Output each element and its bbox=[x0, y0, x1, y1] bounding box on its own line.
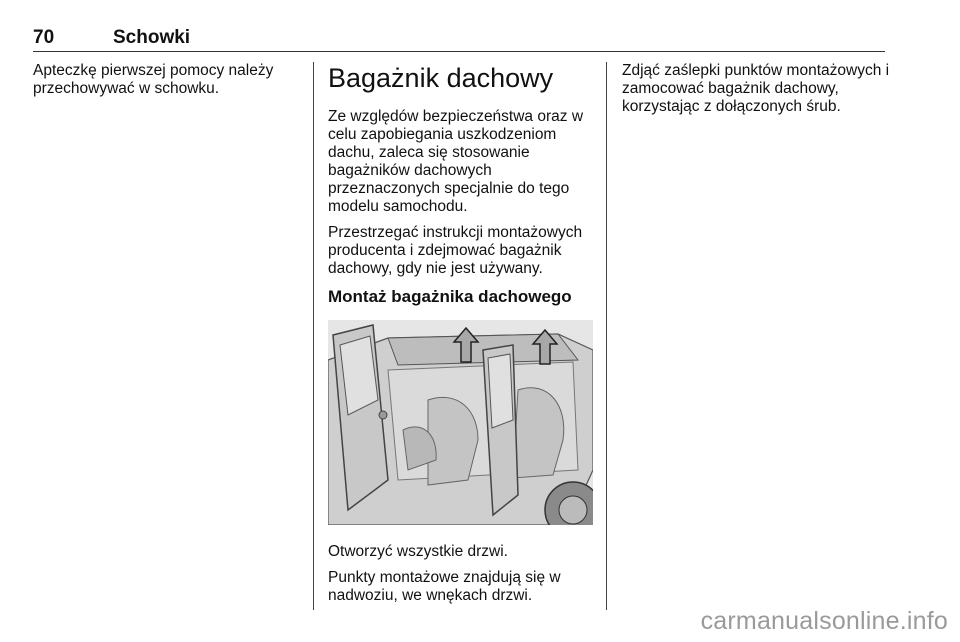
page-number: 70 bbox=[33, 27, 55, 48]
first-aid-text: Apteczkę pierwszej pomocy należy przechowywać w schowku. bbox=[33, 62, 274, 97]
column-middle bbox=[328, 62, 596, 613]
mounting-points-text: Punkty montażowe znajdują się w nadwoziu, we wnękach drzwi. bbox=[328, 569, 561, 604]
column-divider bbox=[313, 62, 314, 610]
roof-rack-para-2: Przestrzegać instrukcji montażowych producenta i zdejmować bagażnik dachowy, gdy nie jest używany. bbox=[328, 224, 583, 277]
car-illustration-svg bbox=[328, 320, 593, 525]
remove-covers-text: Zdjąć zaślepki punktów montażowych i zamocować bagażnik dachowy, korzystając z dołączonych śrub. bbox=[622, 62, 890, 115]
car-doors-illustration bbox=[328, 320, 593, 525]
open-doors-text: Otworzyć wszystkie drzwi. bbox=[328, 543, 508, 560]
page-header bbox=[33, 27, 885, 52]
section-title: Schowki bbox=[113, 27, 191, 48]
column-left bbox=[33, 62, 295, 106]
mounting-subheading: Montaż bagażnika dachowego bbox=[328, 287, 572, 306]
roof-rack-para-1: Ze względów bezpieczeństwa oraz w celu zapobiegania uszkodzeniom dachu, zaleca się stosowanie bagażników dachowych przeznaczonych specjalnie do tego modelu samochodu. bbox=[328, 108, 584, 215]
column-divider bbox=[606, 62, 607, 610]
watermark: carmanualsonline.info bbox=[700, 607, 948, 635]
roof-rack-heading: Bagażnik dachowy bbox=[328, 63, 554, 93]
column-right bbox=[622, 62, 890, 124]
